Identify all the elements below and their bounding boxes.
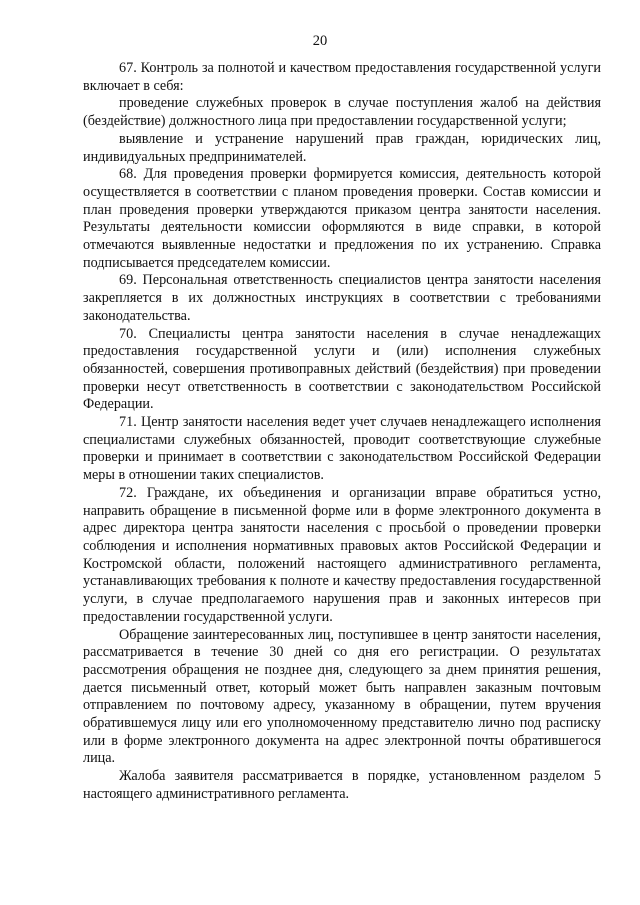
paragraph-67: 67. Контроль за полнотой и качеством предоставления государственной услуги включает в себя: — [83, 60, 601, 94]
paragraph-70: 70. Специалисты центра занятости населения в случае ненадлежащих предоставления государственной услуги и (или) исполнения служебных обязанностей, совершения противоправных действий (бездействия) при проведении проверки несут ответственность в соответствии с законодательством Российской Федерации. — [83, 325, 601, 413]
document-body — [83, 60, 601, 804]
paragraph-67-item-1: проведение служебных проверок в случае поступления жалоб на действия (бездействие) должностного лица при предоставлении государственной услуги; — [83, 95, 601, 130]
paragraph-71: 71. Центр занятости населения ведет учет случаев ненадлежащего исполнения специалистами служебных обязанностей, проводит соответствующие служебные проверки и принимает в соответствии с законодательством Российской Федерации меры в отношении таких специалистов. — [83, 414, 601, 484]
paragraph-68: 68. Для проведения проверки формируется комиссия, деятельность которой осуществляется в соответствии с планом проведения проверки. Состав комиссии и план проведения проверки утверждаются приказом центра занятости населения. Результаты деятельности комиссии оформляются в виде справки, в которой отмечаются выявленные недостатки и предложения по их устранению. Справка подписывается председателем комиссии. — [83, 166, 601, 271]
paragraph-67-item-2: выявление и устранение нарушений прав граждан, юридических лиц, индивидуальных предпринимателей. — [83, 130, 601, 165]
paragraph-69: 69. Персональная ответственность специалистов центра занятости населения закрепляется в их должностных инструкциях в соответствии с требованиями законодательства. — [83, 272, 601, 324]
paragraph-72: 72. Граждане, их объединения и организации вправе обратиться устно, направить обращение в письменной форме или в форме электронного документа в адрес директора центра занятости населения с просьбой о проведении проверки соблюдения и исполнения нормативных правовых актов Российской Федерации и Костромской области, положений настоящего административного регламента, устанавливающих требования к полноте и качеству предоставления государственной услуги, в случае предполагаемого нарушения прав и законных интересов при предоставлении государственной услуги. — [83, 484, 601, 625]
page-number: 20 — [312, 33, 328, 49]
paragraph-72-appeal: Обращение заинтересованных лиц, поступившее в центр занятости населения, рассматривается в течение 30 дней со дня его регистрации. О результатах рассмотрения обращения не позднее дня, следующего за днем принятия решения, дается письменный ответ, который может быть направлен заказным почтовым отправлением по почтовому адресу, указанному в обращении, путем вручения обратившемуся лицу или его уполномоченному представителю лично под расписку или в форме электронного документа на адрес электронной почты обратившегося лица. — [83, 626, 601, 767]
paragraph-72-complaint: Жалоба заявителя рассматривается в порядке, установленном разделом 5 настоящего административного регламента. — [83, 768, 601, 802]
